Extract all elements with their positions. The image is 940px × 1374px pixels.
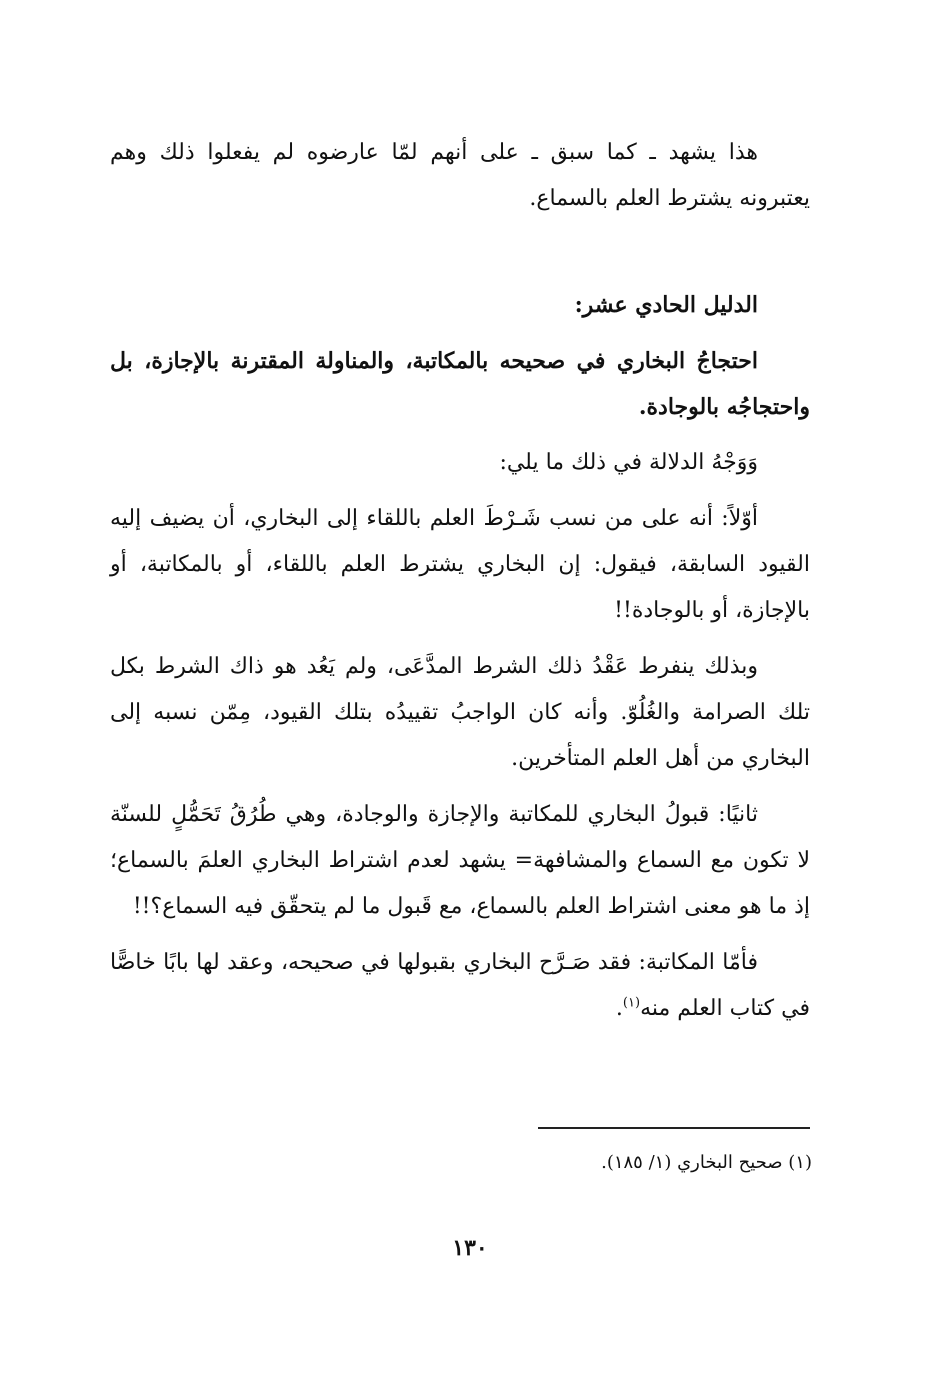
section-heading: الدليل الحادي عشر:	[574, 292, 758, 318]
page-number: ١٣٠	[452, 1235, 488, 1261]
paragraph-4: أوّلاً: أنه على من نسب شَـرْطَ العلم باللقاء إلى البخاري، أن يضيف إليه القيود السابقة، فيقول: إن البخاري يشترط العلم باللقاء، أو بالمكاتبة، أو بالإجازة، أو بالوجادة!!	[110, 506, 810, 623]
paragraph-7	[110, 940, 810, 1032]
footnote: (١) صحيح البخاري (١/ ١٨٥).	[601, 1152, 812, 1173]
paragraph-7-text: فأمّا المكاتبة: فقد صَـرَّح البخاري بقبولها في صحيحه، وعقد لها بابًا خاصًّا في كتاب العلم منه	[110, 950, 810, 1021]
footnote-reference: (١)	[622, 995, 641, 1011]
paragraph-1: هذا يشهد ـ كما سبق ـ على أنهم لمّا عارضوه لم يفعلوا ذلك وهم يعتبرونه يشترط العلم بالسماع.	[110, 140, 810, 211]
paragraph-5: وبذلك ينفرط عَقْدُ ذلك الشرط المدَّعَى، ولم يَعُد هو ذاك الشرط بكل تلك الصرامة والغُلُوّ. وأنه كان الواجبُ تقييدُه بتلك القيود، مِمّن نسبه إلى البخاري من أهل العلم المتأخرين.	[110, 654, 810, 771]
footnote-divider	[538, 1127, 810, 1129]
page-body	[110, 130, 810, 1032]
paragraph-3: وَوَجْهُ الدلالة في ذلك ما يلي:	[499, 450, 758, 475]
paragraph-2-bold: احتجاجُ البخاري في صحيحه بالمكاتبة، والمناولة المقترنة بالإجازة، بل واحتجاجُه بالوجادة.	[110, 348, 810, 420]
paragraph-6: ثانيًا: قبولُ البخاري للمكاتبة والإجازة والوجادة، وهي طُرُقُ تَحَمُّلٍ للسنّة لا تكون مع السماع والمشافهة= يشهد لعدم اشتراط البخاري العلمَ بالسماع؛ إذ ما هو معنى اشتراط العلم بالسماع، مع قَبول ما لم يتحقّق فيه السماع؟!!	[110, 802, 810, 919]
paragraph-7-end: .	[615, 996, 623, 1021]
